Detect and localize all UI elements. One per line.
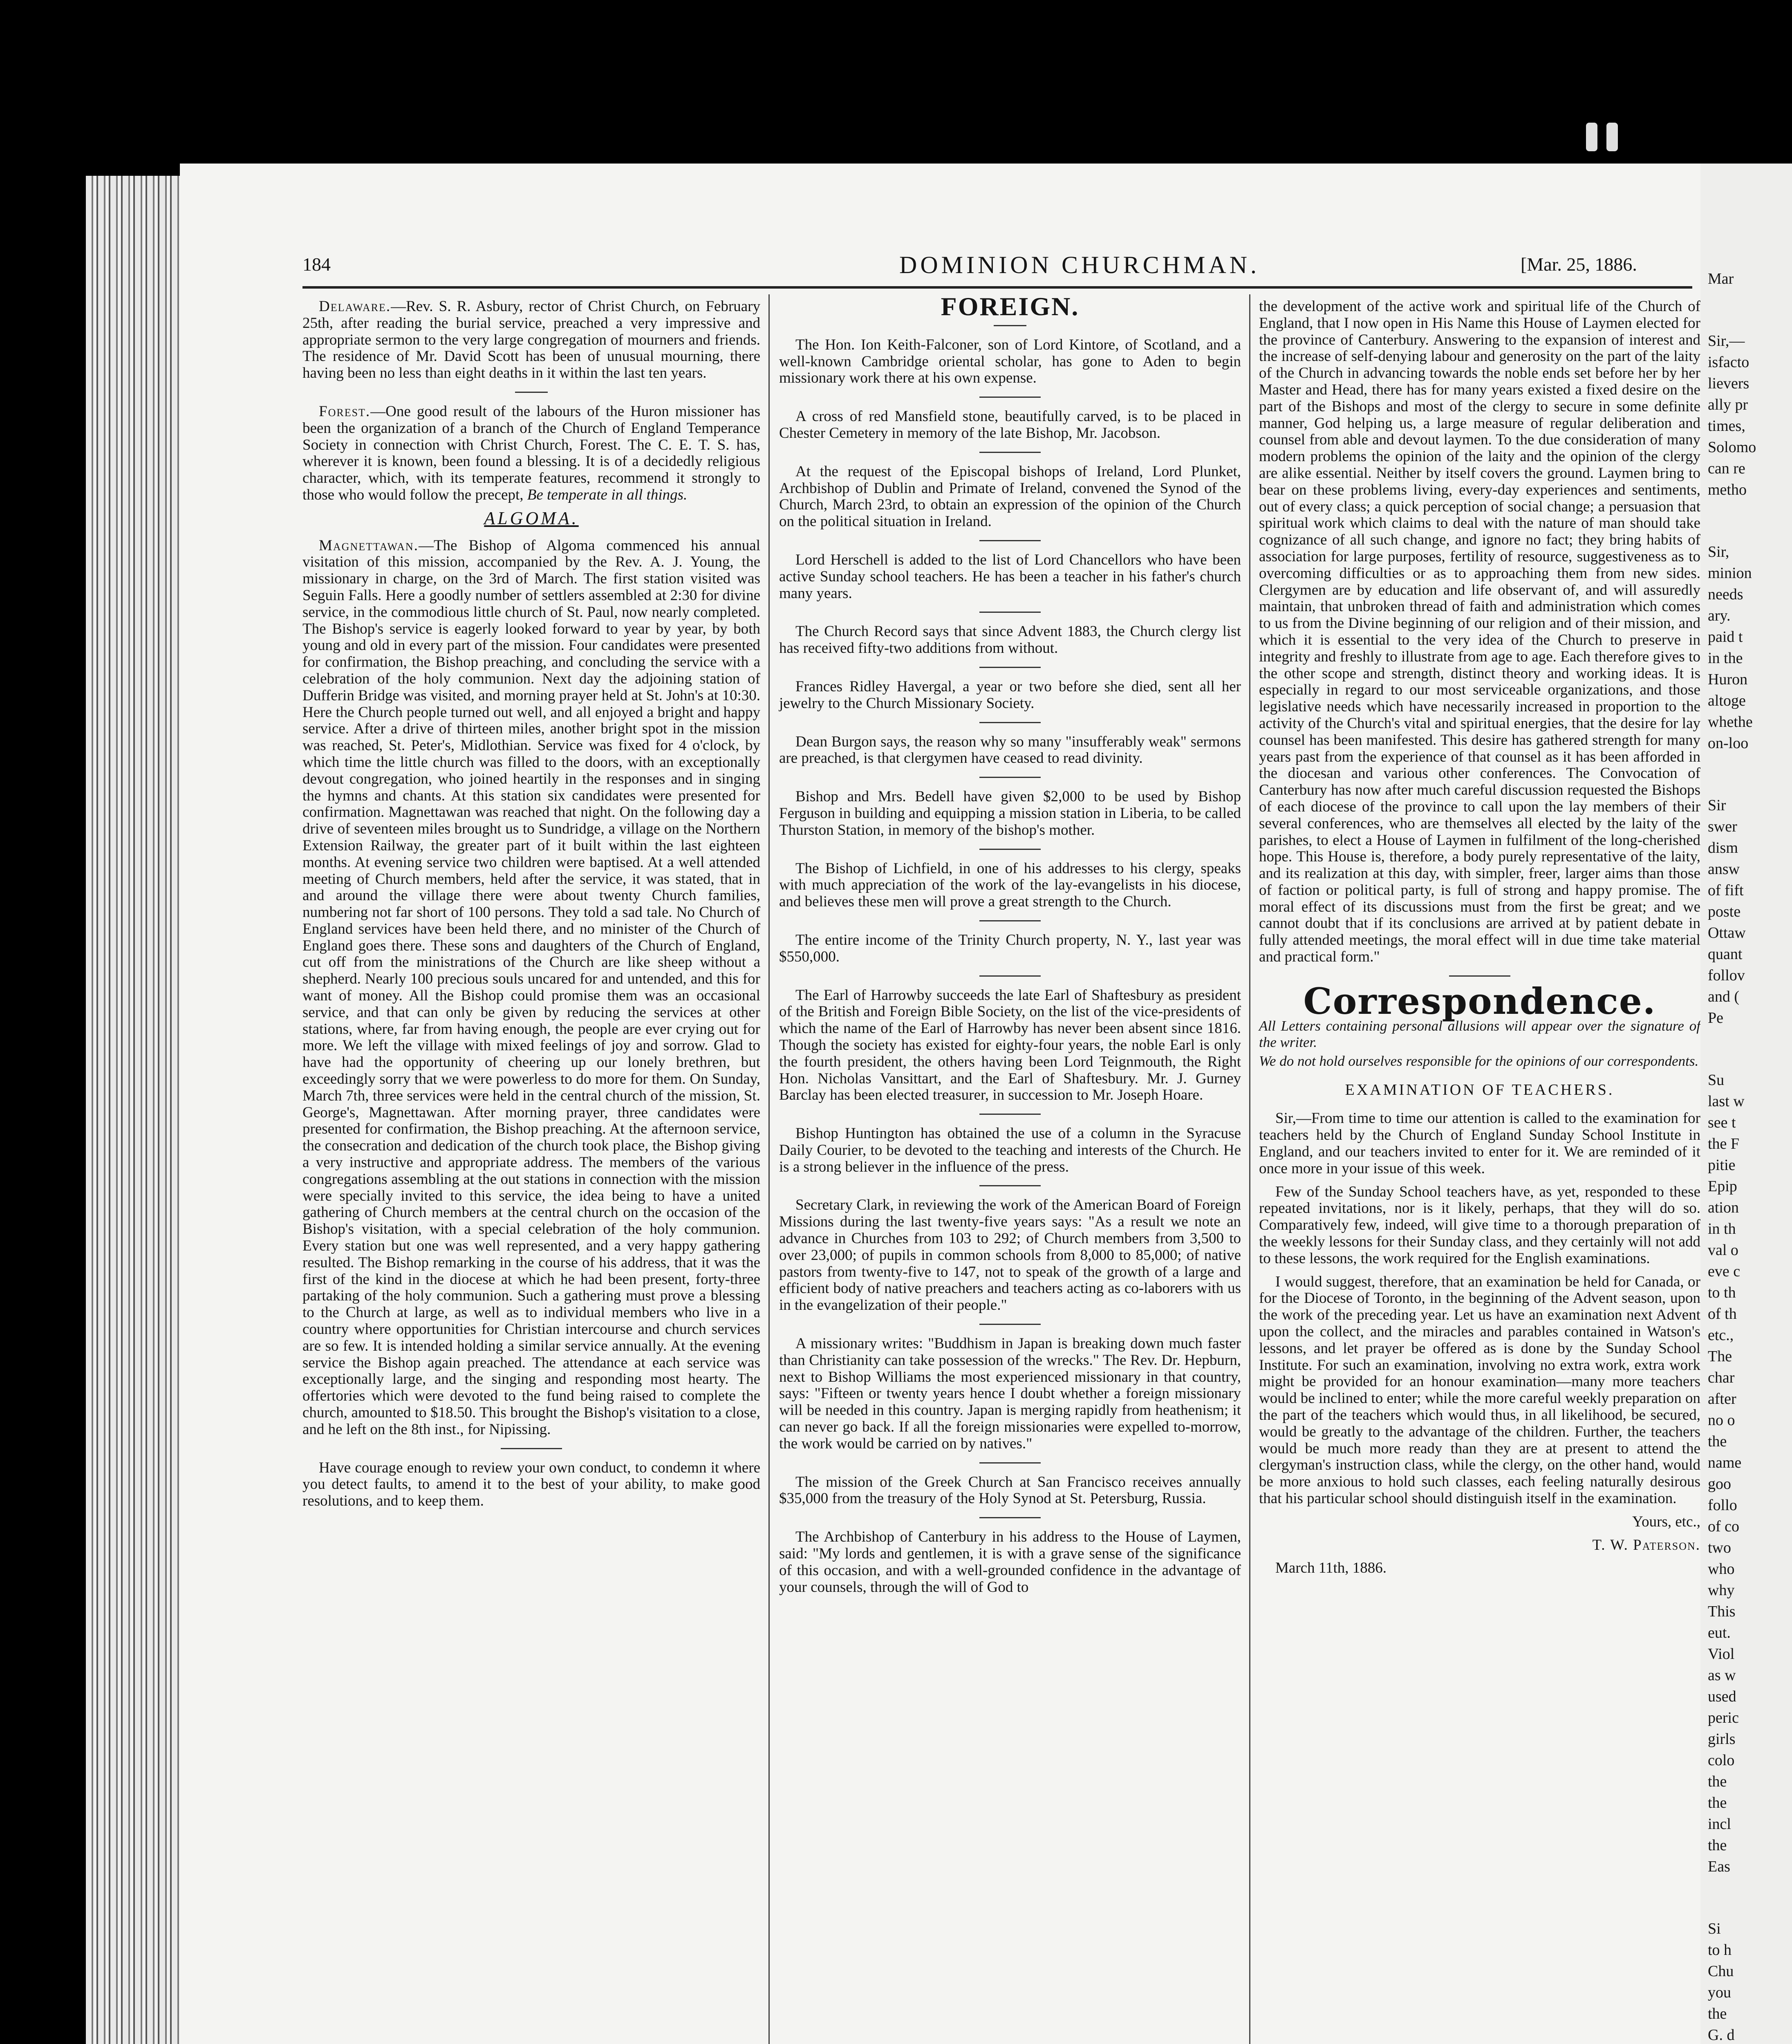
facing-page-word: of th [1708,1305,1737,1322]
foreign-item: Frances Ridley Havergal, a year or two before she died, sent all her jewelry to the Church Missionary Society. [779,678,1241,712]
column-2 [779,292,1241,1602]
closing-maxim: Have courage enough to review your own conduct, to condemn it where you detect faults, to amend it to the best of your ability, to make good resolutions, and to keep them. [302,1459,760,1510]
place-name: Delaware. [319,298,391,315]
foreign-item: Dean Burgon says, the reason why so many "insufferably weak" sermons are preached, is that clergymen have ceased to read divinity. [779,733,1241,767]
facing-page-word: Pe [1708,1009,1723,1026]
news-item-forest [302,403,760,504]
facing-page-word: val o [1708,1242,1738,1259]
facing-page-word: Su [1708,1071,1725,1089]
facing-page-word: to th [1708,1284,1736,1301]
facing-page-word: after [1708,1390,1736,1407]
foreign-item: Bishop and Mrs. Bedell have given $2,000 to be used by Bishop Ferguson in building and equipping a mission station in Liberia, to be called Thurston Station, in memory of the bishop's mother. [779,788,1241,838]
item-separator [994,325,1026,326]
facing-page-word: G. d [1708,2026,1735,2044]
letter-date: March 11th, 1886. [1275,1560,1387,1577]
facing-page-word: altoge [1708,692,1746,709]
foreign-item: Bishop Huntington has obtained the use of a column in the Syracuse Daily Courier, to be devoted to the teaching and interests of the Church. He is a strong believer in the influence of the press. [779,1125,1241,1175]
letter-paragraph: Sir,—From time to time our attention is called to the examination for teachers held by the Church of England Sunday School Institute in England, and our teachers invited to enter for it. We are reminded of it once more in your issue of this week. [1259,1110,1700,1177]
facing-page-word: name [1708,1454,1742,1471]
item-separator [979,540,1041,541]
item-separator [979,975,1041,977]
facing-page-word: eve c [1708,1263,1740,1280]
paragraph-text: —One good result of the labours of the Huron missioner has been the organization of a branch of the Church of England Temperance Society in connection with Christ Church, Forest. The C. E. T. S. has, wherever it is known, been found a blessing. It is of a decidedly religious character, which, with its temperate features, recommend it strongly to those who would follow the precept, [302,403,760,503]
editorial-notice [1259,1018,1700,1069]
facing-page-word: Si [1708,1920,1721,1937]
notice-line: All Letters containing personal allusions will appear over the signature of the writer. [1259,1018,1700,1050]
header-rule [302,286,1692,289]
facing-page-word: minion [1708,565,1752,582]
issue-date: [Mar. 25, 1886. [1521,254,1637,275]
facing-page-word: why [1708,1582,1735,1599]
item-separator [979,667,1041,668]
facing-page-word: ation [1708,1199,1739,1216]
item-separator [979,612,1041,613]
facing-page-word: the F [1708,1135,1740,1152]
facing-page-word: the [1708,1837,1727,1854]
facing-page-word: quant [1708,946,1743,963]
scan-mark [1586,123,1597,151]
news-item-delaware [302,298,760,382]
facing-page-word: girls [1708,1730,1736,1748]
section-heading-algoma: ALGOMA. [484,508,579,528]
foreign-item: The entire income of the Trinity Church property, N. Y., last year was $550,000. [779,931,1241,965]
facing-page-word: the [1708,1433,1727,1450]
paragraph-text: —The Bishop of Algoma commenced his annual visitation of this mission, accompanied by the Rev. A. J. Young, the missionary in charge, on the 3rd of March. The first station visited was Seguin Falls. Here a goodly number of settlers assembled at 2:30 for divine service, in the commodious little church of St. Paul, now nearly completed. The Bishop's service is eagerly looked forward to year by year, by both young and old in every part of the mission. Four candidates were presented for confirmation, the Bishop preaching, and concluding the service with a celebration of the holy communion. Next day the adjoining station of Dufferin Bridge was visited, and morning prayer held at St. John's at 10:30. Here the Church people turned out well, and all enjoyed a bright and happy service. After a drive of thirteen miles, another bright spot in the mission was reached, St. Peter's, Midlothian. Service was fixed for 4 o'clock, by which time the little church was filled to the doors, with an exceptionally devout congregation, who joined heartily in the responses and in singing the hymns and chants. At this station six candidates were presented for confirmation. Magnettawan was reached that night. On the following day a drive of seventeen miles brought us to Sundridge, a village on the Northern Extension Railway, the greater part of it built within the last eighteen months. At evening service two children were baptised. At a well attended meeting of Church members, held after the service, it was stated, that in and around the village there were about twenty Church families, numbering not far short of 100 persons. They told a sad tale. No Church of England services have been held there, and no minister of the Church of England goes there. These sons and daughters of the Church of England, cut off from the ministrations of the Church are like sheep without a shepherd. Nearly 100 precious souls uncared for and untended, and this for want of money. All the Bishop could promise them was an occasional service, and that can only be given by reducing the services at other stations, where, far from having enough, the people are ever crying out for more. We left the village with mixed feelings of joy and sorrow. Glad to have had the opportunity of cheering up our lonely brethren, but exceedingly sorry that we were powerless to do more for them. On Sunday, March 7th, three services were held in the central church of the mission, St. George's, Magnettawan. After morning prayer, three candidates were presented for confirmation, the Bishop preaching. At the afternoon service, the consecration and dedication of the church took place, the Bishop giving a very instructive and appropriate address. The members of the various congregations assembling at the out stations in connection with the mission were specially invited to this service, the idea being to have a united gathering of Church members at the central church on the occasion of the Bishop's visitation, with a special celebration of the holy communion. Every station but one was well represented, and a very happy gathering resulted. The Bishop remarking in the course of his address, that it was the first of the kind in the diocese at which he had been present, forty-three partaking of the holy communion. Such a gathering must prove a blessing to the Church at large, as well as to individual members who live in a country where opportunities for Christian intercourse and church services are so few. It is intended holding a similar service annually. At the evening service the Bishop again preached. The attendance at each service was exceptionally large, and the singing and responding most hearty. The offertories which were devoted to the fund being raised to complete the church, amounted to $18.50. This brought the Bishop's visitation to a close, and he left on the 8th inst., for Nipissing. [302,537,760,1438]
letter-paragraph: Few of the Sunday School teachers have, as yet, responded to these repeated invitations, nor is it likely, perhaps, that they will do so. Comparatively few, indeed, will give time to a thorough preparation of the weekly lessons for their Sunday class, and they certainly will not add to these lessons, the work required for the English examinations. [1259,1183,1700,1267]
facing-page-word: char [1708,1369,1735,1386]
page-header [302,253,1692,286]
foreign-item: A missionary writes: "Buddhism in Japan is breaking down much faster than Christianity can take possession of the wrecks." The Rev. Dr. Hepburn, next to Bishop Williams the most experienced missionary in that country, says: "Fifteen or twenty years hence I doubt whether a foreign missionary will be needed in this country. Japan is merging rapidly from heathenism; it can never go back. If all the foreign missionaries were expelled to-morrow, the work would be carried on by natives." [779,1335,1241,1452]
facing-page-word: Mar [1708,270,1734,287]
facing-page-word: and ( [1708,988,1740,1005]
facing-page-word: Eas [1708,1858,1730,1875]
foreign-item: Secretary Clark, in reviewing the work of the American Board of Foreign Missions during the last twenty-five years says: "As a result we note an advance in Churches from 103 to 292; of Church members from 3,500 to over 23,000; of pupils in common schools from 8,000 to 85,000; of native pastors from twenty-five to 147, not to speak of the growth of a large and efficient body of native preachers and teachers acting as co-laborers with us in the evangelization of their people." [779,1197,1241,1314]
foreign-item: Lord Herschell is added to the list of Lord Chancellors who have been active Sunday school teachers. He has been a teacher in his father's church many years. [779,551,1241,602]
facing-page-word: the [1708,1794,1727,1811]
facing-page-word: paid t [1708,628,1743,645]
item-separator [979,777,1041,778]
facing-page-word: eut. [1708,1624,1731,1641]
facing-page-word: no o [1708,1412,1735,1429]
item-separator [979,1517,1041,1518]
section-heading-foreign: FOREIGN. [941,292,1080,321]
foreign-item: The Earl of Harrowby succeeds the late Earl of Shaftesbury as president of the British and Foreign Bible Society, on the list of the vice-presidents of which the name of the Earl of Harrowby has never been absent since 1816. Though the society has existed for eighty-four years, the noble Earl is only the fourth president, the others having been Lord Teignmouth, the Right Hon. Nicholas Vansittart, and the Earl of Shaftesbury. Mr. J. Gurney Barclay has been elected treasurer, in succession to Mr. Joseph Hoare. [779,986,1241,1104]
masthead-title: DOMINION CHURCHMAN. [899,251,1260,278]
foreign-item: A cross of red Mansfield stone, beautifully carved, is to be placed in Chester Cemetery in memory of the late Bishop, Mr. Jacobson. [779,408,1241,442]
item-separator [515,392,548,393]
facing-page-word: Viol [1708,1645,1735,1663]
facing-page-word: ary. [1708,607,1731,624]
facing-page-word: follo [1708,1497,1737,1514]
facing-page-word: in th [1708,1220,1736,1237]
facing-page-word: in the [1708,650,1743,667]
facing-page-word: to h [1708,1941,1732,1959]
facing-page-word: goo [1708,1475,1731,1493]
facing-page-word: you [1708,1984,1731,2001]
facing-page-word: metho [1708,481,1747,498]
facing-page-word: Ottaw [1708,924,1746,941]
facing-page-word: follov [1708,967,1745,984]
facing-page-word: Sir, [1708,543,1729,560]
facing-page-word: isfacto [1708,354,1749,371]
facing-page-word: Epip [1708,1178,1737,1195]
facing-page-word: who [1708,1560,1735,1578]
precept-quote: Be temperate in all things. [527,486,688,503]
facing-page-word: swer [1708,818,1737,835]
letter-signature: T. W. Paterson. [1592,1536,1700,1553]
item-separator [979,722,1041,723]
facing-page-word: on-loo [1708,735,1749,752]
newspaper-page [180,164,1700,2044]
facing-page-fragment [1700,164,1792,2044]
facing-page-word: Huron [1708,671,1748,688]
facing-page-word: two [1708,1539,1731,1556]
facing-page-word: poste [1708,903,1741,920]
facing-page-word: colo [1708,1752,1735,1769]
place-name: Forest. [319,403,371,420]
facing-page-word: The [1708,1348,1732,1365]
foreign-item: The Archbishop of Canterbury in his address to the House of Laymen, said: "My lords and gentlemen, it is with a grave sense of the significance of this occasion, and with a well-grounded confidence in the advantage of your counsels, through the will of God to [779,1529,1241,1596]
facing-page-word: needs [1708,586,1743,603]
item-separator [979,1185,1041,1186]
address-continuation: the development of the active work and spiritual life of the Church of England, that I now open in His Name this House of Laymen elected for the province of Canterbury. Answering to the expansion of interest and the increase of self-denying labour and generosity on the part of the laity of the Church in advancing towards the noble ends set before her by her Master and Head, there has for many years existed a fixed desire on the part of the Bishops and most of the clergy to secure in some definite manner, God helping us, a large measure of regular deliberation and counsel from able and devout laymen. To the due consideration of many modern problems the opinion of the laity and the opinion of the clergy are alike essential. Neither by itself covers the ground. Laymen bring to bear on these problems living, every-day experiences and sentiments, out of every class; a quick perception of social change; a persuasion that spiritual work which claims to deal with the nature of man should take cognizance of all such change, and ignore no fact; they bring habits of association for large purposes, fertility of resource, suggestiveness as to overcoming difficulties or as to approaching them from new sides. Clergymen are by education and life observant of, and will assuredly maintain, that unbroken thread of faith and administration which comes to us from the Divine beginning of our religion and of their mission, and which it is essential to the very idea of the Church to preserve in integrity and freshly to illustrate from age to age. Each therefore gives to the other scope and strength, distinct theory and working ideas. It is especially in regard to our most serviceable organizations, and those legislative needs which have necessarily increased in proportion to the activity of the Church's vital and spiritual energies, that the desire for lay counsel has been manifested. This desire has gathered strength for many years past from the experience of that counsel as it has been afforded in the diocesan and various other conferences. The Convocation of Canterbury has now after much careful discussion requested the Bishops of each diocese of the province to call upon the lay members of their several conferences, who are themselves all elected by the laity of the parishes, to elect a House of Laymen in fulfilment of the long-cherished hope. This House is, therefore, a body purely representative of the laity, and its realization at this day, with simpler, freer, larger aims than those of faction or political party, is full of strong and happy promise. The moral effect of its discussions must from the first be great; and we cannot doubt that if its conclusions are arrived at by patient debate in fully attended meetings, the moral effect will in due time take material and practical form." [1259,298,1700,966]
column-1 [302,298,760,1516]
facing-page-word: the [1708,1773,1727,1790]
item-separator [979,452,1041,453]
paragraph-text: —Rev. S. R. Asbury, rector of Christ Church, on February 25th, after reading the burial service, preached a very impressive and appropriate sermon to the very large congregation of mourners and friends. The residence of Mr. David Scott has been of unusual mourning, there having been no less than eight deaths in it within the last ten years. [302,298,760,382]
item-separator [979,397,1041,398]
facing-page-word: times, [1708,417,1745,435]
facing-page-word: This [1708,1603,1736,1620]
book-page-edges [86,176,188,2044]
facing-page-word: answ [1708,861,1740,878]
facing-page-word: ally pr [1708,396,1748,413]
foreign-item: The Church Record says that since Advent 1883, the Church clergy list has received fifty-two additions from without. [779,623,1241,657]
facing-page-word: whethe [1708,713,1753,731]
facing-page-word: used [1708,1688,1736,1705]
scan-mark [1606,123,1618,151]
facing-page-word: peric [1708,1709,1739,1726]
news-item-magnettawan [302,538,760,1438]
facing-page-word: Chu [1708,1963,1734,1980]
facing-page-word: lievers [1708,375,1749,392]
item-separator [979,849,1041,850]
item-separator [501,1448,562,1449]
item-separator [979,1324,1041,1325]
facing-page-word: dism [1708,839,1738,856]
letter-closing: Yours, etc., [1632,1513,1700,1530]
facing-page-word: etc., [1708,1327,1734,1344]
facing-page-word: incl [1708,1815,1731,1833]
foreign-item: At the request of the Episcopal bishops of Ireland, Lord Plunket, Archbishop of Dublin and Primate of Ireland, convened the Synod of the Church, March 23rd, to obtain an expression of the opinion of the Church on the political situation in Ireland. [779,463,1241,530]
page-number: 184 [302,254,331,275]
facing-page-word: as w [1708,1667,1736,1684]
facing-page-word: last w [1708,1093,1745,1110]
column-divider [1249,294,1250,2044]
facing-page-word: of fift [1708,882,1744,899]
column-divider [768,294,770,2044]
foreign-item: The Hon. Ion Keith-Falconer, son of Lord Kintore, of Scotland, and a well-known Cambridge oriental scholar, has gone to Aden to begin missionary work there at his own expense. [779,336,1241,387]
item-separator [979,920,1041,921]
facing-page-word: of co [1708,1518,1740,1535]
facing-page-word: Solomo [1708,439,1756,456]
letter-title: EXAMINATION OF TEACHERS. [1345,1081,1615,1098]
letter-paragraph: I would suggest, therefore, that an examination be held for Canada, or for the Diocese of Toronto, in the beginning of the Advent season, upon the work of the preceding year. Let us have an examination next Advent upon the collect, and the miracles and parables contained in Watson's lessons, and let prayer be offered as is done by the Sunday School Institute. For such an examination, involving no extra work, extra work might be provided for an honour examination—many more teachers would be inclined to enter; while the more careful weekly preparation on the part of the teachers which would thus, in all likelihood, be secured, would be greatly to the advantage of the children. Further, the teachers would be much more ready than they are at present to attend the clergyman's instruction class, while the clergy, on the other hand, would be more anxious to hold such classes, each feeling naturally desirous that his particular school should distinguish itself in the examination. [1259,1273,1700,1507]
column-3 [1259,298,1700,1583]
item-separator [1449,975,1510,977]
foreign-item: The Bishop of Lichfield, in one of his addresses to his clergy, speaks with much appreciation of the work of the lay-evangelists in his diocese, and believes these men will prove a great strength to the Church. [779,860,1241,910]
facing-page-word: Sir [1708,797,1726,814]
facing-page-word: the [1708,2005,1727,2022]
item-separator [979,1114,1041,1115]
item-separator [979,1462,1041,1464]
facing-page-word: can re [1708,460,1745,477]
facing-page-word: Sir,— [1708,332,1745,350]
place-name: Magnettawan. [319,537,419,554]
facing-page-word: pitie [1708,1156,1736,1174]
section-heading-correspondence: Correspondence. [1303,979,1656,1022]
foreign-item: The mission of the Greek Church at San Francisco receives annually $35,000 from the treasury of the Holy Synod at St. Petersburg, Russia. [779,1473,1241,1507]
notice-line: We do not hold ourselves responsible for the opinions of our correspondents. [1259,1053,1699,1069]
facing-page-word: see t [1708,1114,1736,1131]
